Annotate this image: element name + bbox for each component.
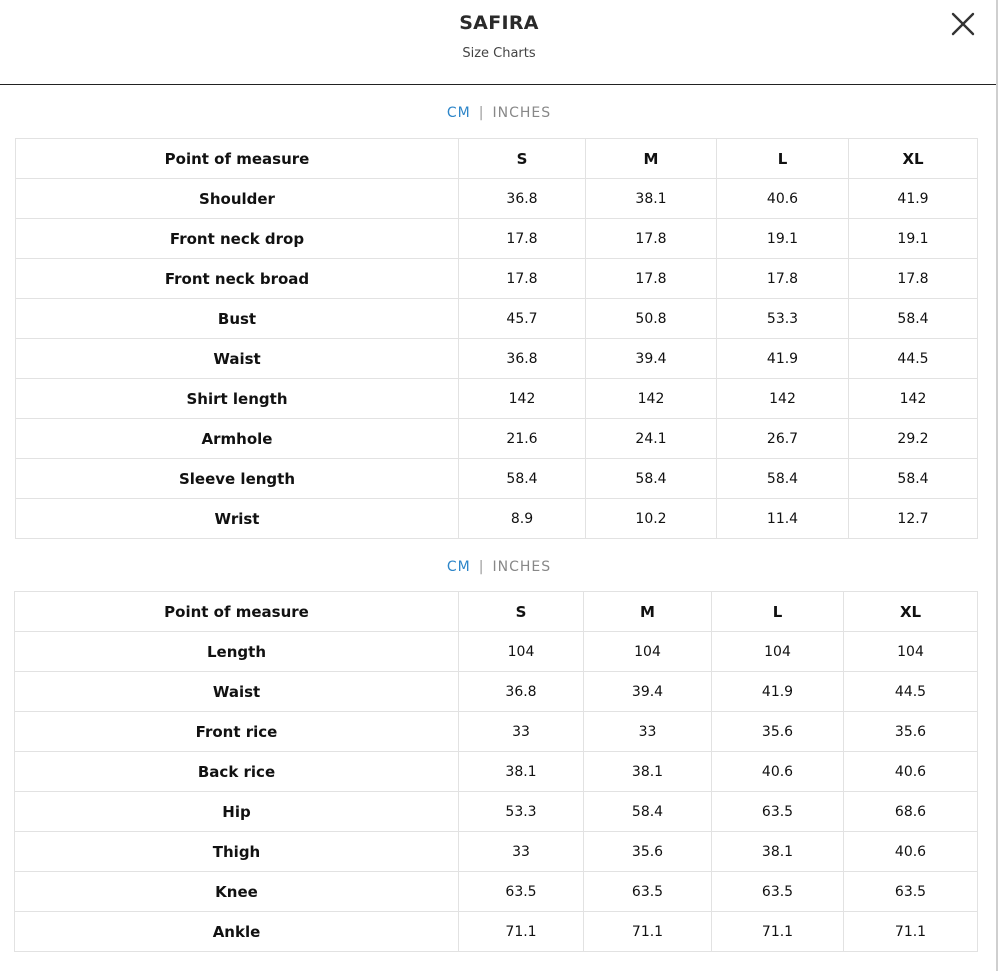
- table-header-row: [15, 592, 978, 632]
- size-value: 17.8: [586, 259, 717, 299]
- size-value: 71.1: [844, 912, 978, 952]
- size-value: 50.8: [586, 299, 717, 339]
- size-value: 142: [717, 379, 849, 419]
- table-row: [15, 912, 978, 952]
- size-value: 58.4: [584, 792, 712, 832]
- size-value: 142: [459, 379, 586, 419]
- size-value: 104: [712, 632, 844, 672]
- size-value: 41.9: [717, 339, 849, 379]
- measure-label: Sleeve length: [16, 459, 459, 499]
- size-value: 63.5: [712, 792, 844, 832]
- size-value: 104: [584, 632, 712, 672]
- unit-toggle-top: [0, 105, 998, 121]
- size-value: 19.1: [849, 219, 978, 259]
- close-icon: [950, 10, 976, 38]
- size-value: 10.2: [586, 499, 717, 539]
- size-value: 44.5: [844, 672, 978, 712]
- column-header: L: [712, 592, 844, 632]
- table-row: [15, 672, 978, 712]
- size-value: 58.4: [849, 459, 978, 499]
- table-row: [16, 499, 978, 539]
- table-row: [15, 792, 978, 832]
- measure-label: Ankle: [15, 912, 459, 952]
- modal-header: [0, 0, 998, 85]
- size-value: 36.8: [459, 179, 586, 219]
- size-value: 39.4: [586, 339, 717, 379]
- size-value: 53.3: [717, 299, 849, 339]
- size-value: 63.5: [712, 872, 844, 912]
- column-header: XL: [844, 592, 978, 632]
- measure-label: Shirt length: [16, 379, 459, 419]
- size-table-bottom: [14, 591, 978, 952]
- table-row: [16, 299, 978, 339]
- size-value: 40.6: [844, 832, 978, 872]
- table-header-row: [16, 139, 978, 179]
- column-header: M: [586, 139, 717, 179]
- table-row: [15, 712, 978, 752]
- size-value: 21.6: [459, 419, 586, 459]
- size-value: 104: [459, 632, 584, 672]
- measure-label: Front neck drop: [16, 219, 459, 259]
- size-value: 142: [586, 379, 717, 419]
- size-value: 35.6: [712, 712, 844, 752]
- table-row: [15, 752, 978, 792]
- measure-label: Back rice: [15, 752, 459, 792]
- column-header: XL: [849, 139, 978, 179]
- size-value: 71.1: [712, 912, 844, 952]
- measure-label: Thigh: [15, 832, 459, 872]
- unit-toggle-bottom: [0, 559, 998, 575]
- column-header: Point of measure: [16, 139, 459, 179]
- size-value: 58.4: [586, 459, 717, 499]
- size-value: 40.6: [844, 752, 978, 792]
- column-header: S: [459, 139, 586, 179]
- size-value: 17.8: [586, 219, 717, 259]
- column-header: M: [584, 592, 712, 632]
- size-charts-subtitle: Size Charts: [462, 46, 536, 61]
- measure-label: Waist: [16, 339, 459, 379]
- unit-separator: |: [478, 105, 485, 121]
- unit-separator: |: [478, 559, 485, 575]
- size-value: 41.9: [712, 672, 844, 712]
- size-value: 58.4: [849, 299, 978, 339]
- size-value: 40.6: [717, 179, 849, 219]
- column-header: Point of measure: [15, 592, 459, 632]
- size-value: 58.4: [717, 459, 849, 499]
- table-row: [15, 632, 978, 672]
- table-row: [16, 459, 978, 499]
- size-value: 19.1: [717, 219, 849, 259]
- table-row: [16, 379, 978, 419]
- size-value: 63.5: [584, 872, 712, 912]
- size-value: 63.5: [844, 872, 978, 912]
- measure-label: Front rice: [15, 712, 459, 752]
- size-value: 17.8: [459, 259, 586, 299]
- size-value: 12.7: [849, 499, 978, 539]
- size-value: 33: [459, 832, 584, 872]
- measure-label: Waist: [15, 672, 459, 712]
- measure-label: Knee: [15, 872, 459, 912]
- unit-inches-button[interactable]: INCHES: [492, 105, 552, 121]
- close-button[interactable]: [950, 10, 976, 38]
- size-table-top: [15, 138, 978, 539]
- size-value: 45.7: [459, 299, 586, 339]
- size-value: 104: [844, 632, 978, 672]
- size-value: 38.1: [459, 752, 584, 792]
- unit-cm-button[interactable]: CM: [446, 559, 471, 575]
- size-value: 58.4: [459, 459, 586, 499]
- table-row: [16, 339, 978, 379]
- size-value: 39.4: [584, 672, 712, 712]
- size-value: 44.5: [849, 339, 978, 379]
- measure-label: Bust: [16, 299, 459, 339]
- table-row: [16, 219, 978, 259]
- unit-inches-button[interactable]: INCHES: [492, 559, 552, 575]
- measure-label: Armhole: [16, 419, 459, 459]
- table-row: [16, 179, 978, 219]
- size-value: 38.1: [584, 752, 712, 792]
- column-header: S: [459, 592, 584, 632]
- size-value: 53.3: [459, 792, 584, 832]
- size-value: 142: [849, 379, 978, 419]
- size-value: 41.9: [849, 179, 978, 219]
- size-value: 11.4: [717, 499, 849, 539]
- size-value: 17.8: [849, 259, 978, 299]
- measure-label: Wrist: [16, 499, 459, 539]
- size-value: 36.8: [459, 339, 586, 379]
- size-value: 29.2: [849, 419, 978, 459]
- size-value: 40.6: [712, 752, 844, 792]
- size-value: 33: [459, 712, 584, 752]
- size-value: 35.6: [584, 832, 712, 872]
- product-title: SAFIRA: [459, 12, 539, 34]
- table-row: [16, 419, 978, 459]
- size-value: 71.1: [459, 912, 584, 952]
- size-value: 36.8: [459, 672, 584, 712]
- size-value: 24.1: [586, 419, 717, 459]
- table-row: [15, 832, 978, 872]
- size-value: 38.1: [712, 832, 844, 872]
- unit-cm-button[interactable]: CM: [446, 105, 471, 121]
- measure-label: Shoulder: [16, 179, 459, 219]
- size-value: 26.7: [717, 419, 849, 459]
- size-value: 68.6: [844, 792, 978, 832]
- measure-label: Length: [15, 632, 459, 672]
- size-value: 33: [584, 712, 712, 752]
- size-value: 35.6: [844, 712, 978, 752]
- size-value: 71.1: [584, 912, 712, 952]
- measure-label: Front neck broad: [16, 259, 459, 299]
- table-row: [15, 872, 978, 912]
- measure-label: Hip: [15, 792, 459, 832]
- size-value: 38.1: [586, 179, 717, 219]
- size-value: 17.8: [717, 259, 849, 299]
- size-value: 63.5: [459, 872, 584, 912]
- column-header: L: [717, 139, 849, 179]
- size-value: 8.9: [459, 499, 586, 539]
- size-value: 17.8: [459, 219, 586, 259]
- table-row: [16, 259, 978, 299]
